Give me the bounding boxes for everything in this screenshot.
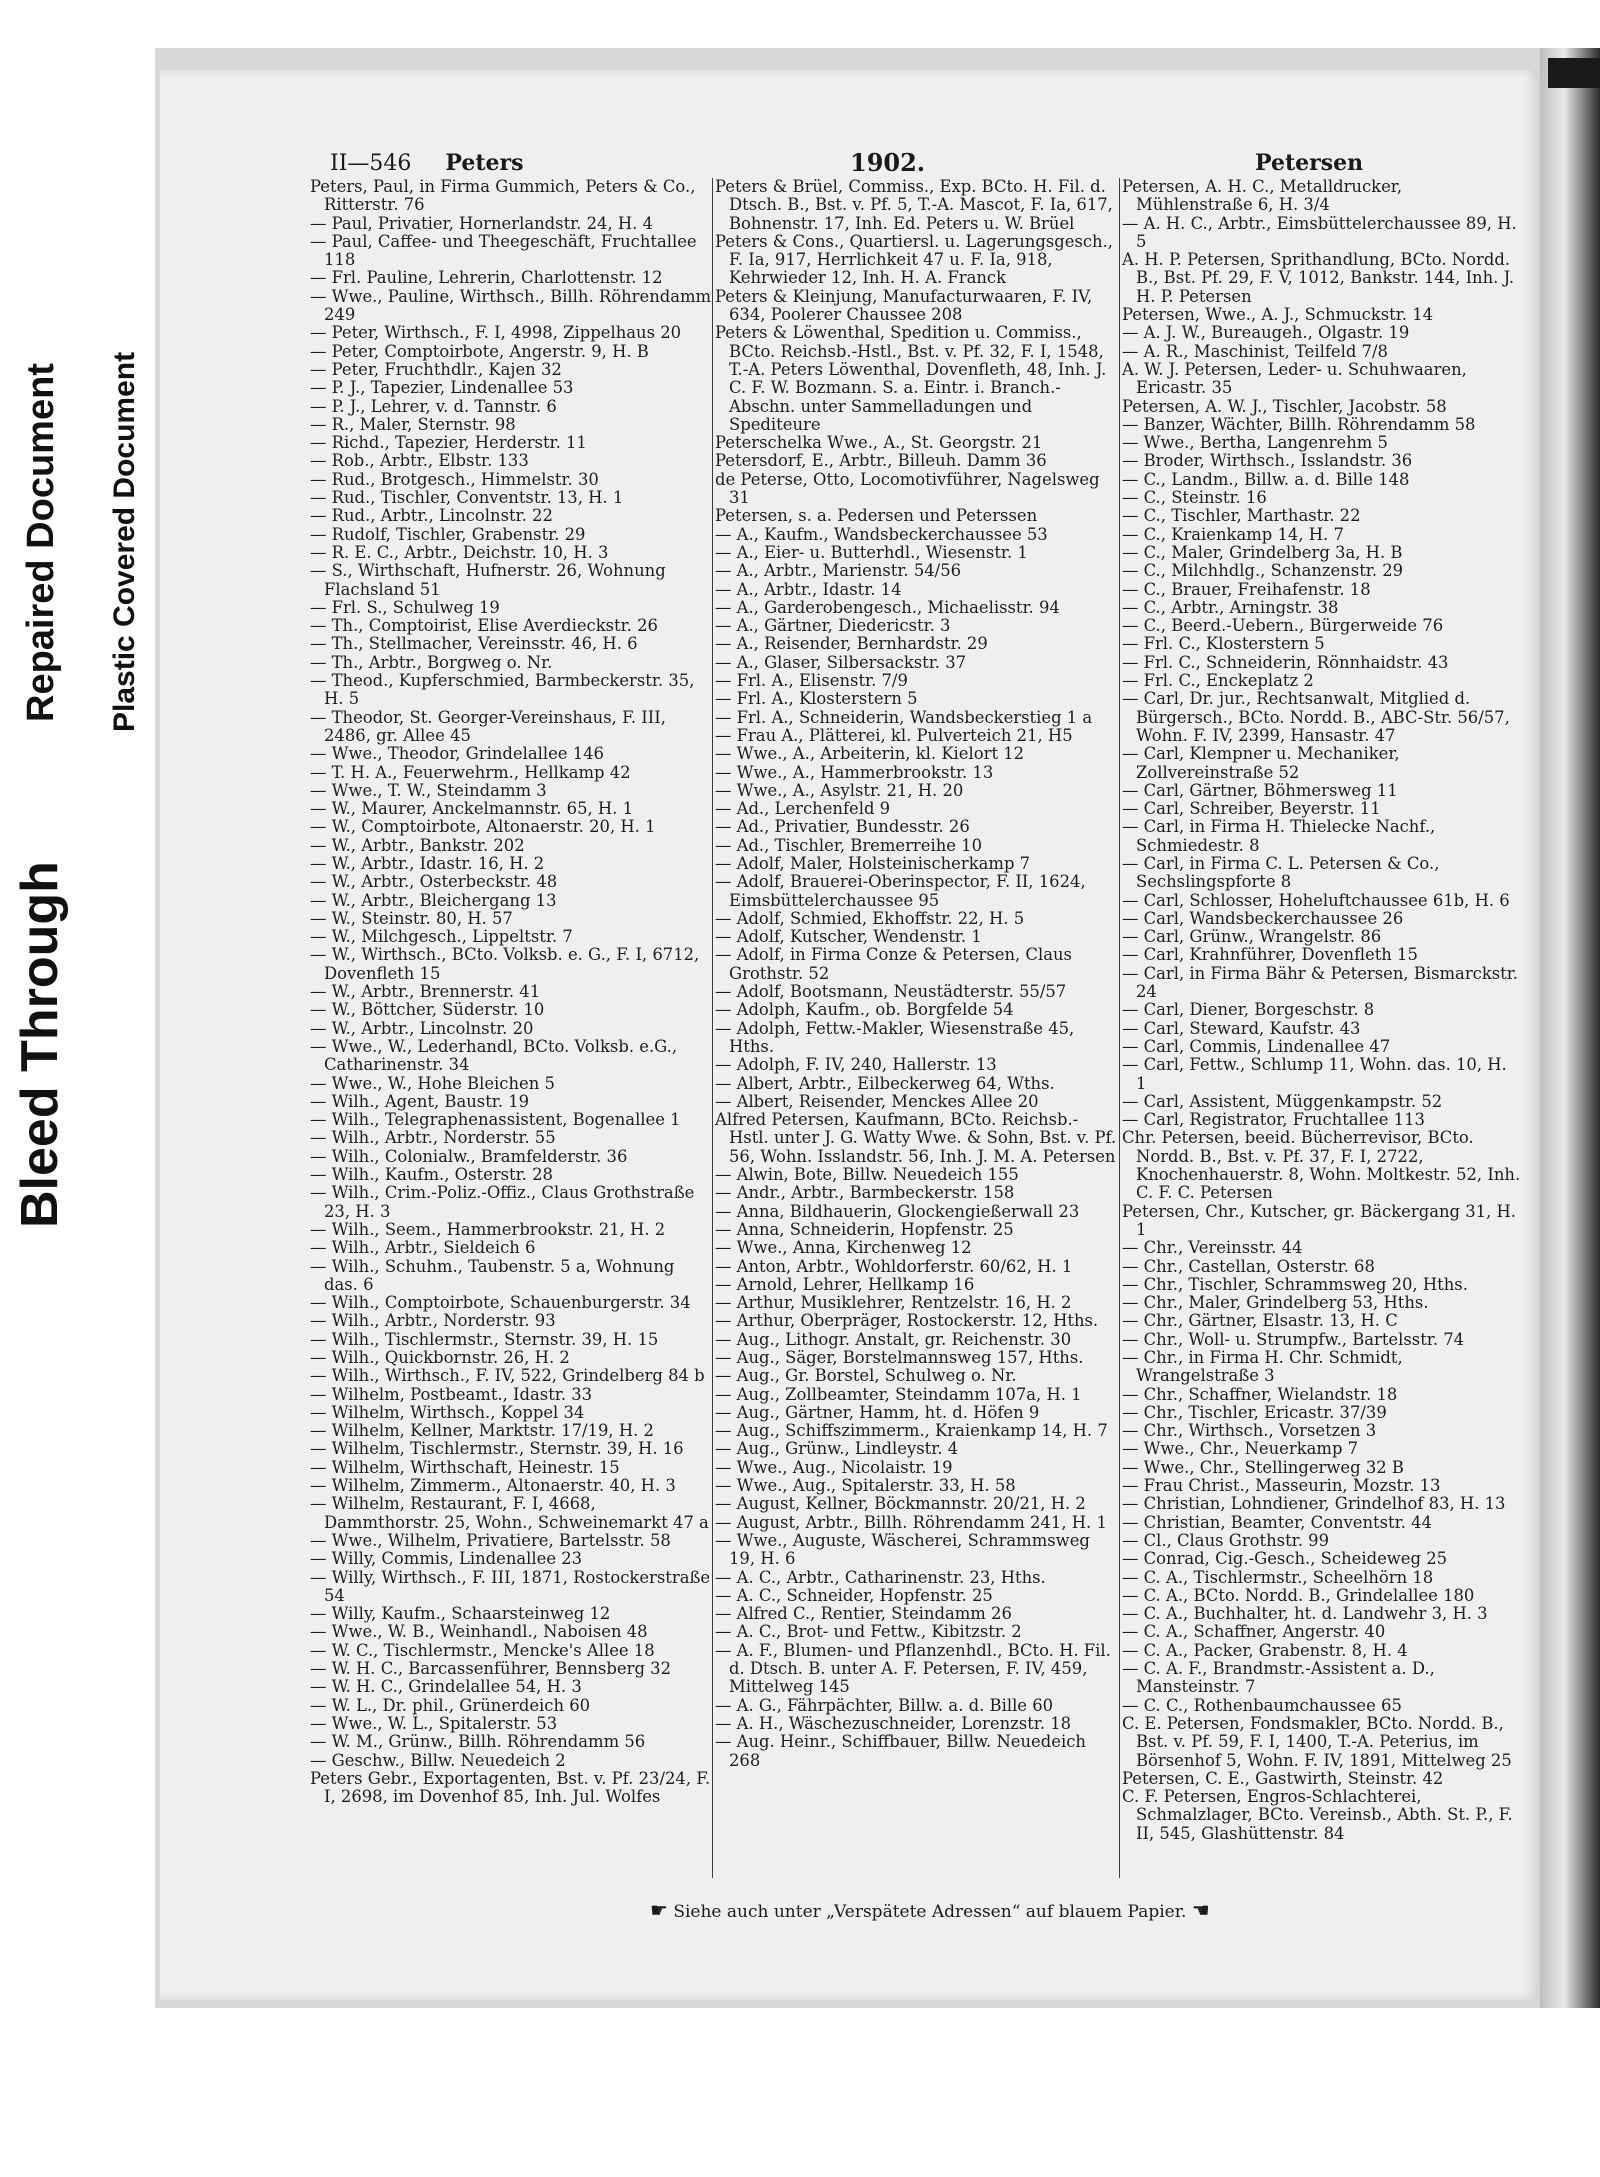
directory-entry: — Carl, in Firma H. Thielecke Nachf., Schmiedestr. 8	[1122, 817, 1436, 855]
pointing-hand-icon: ☚	[1191, 1898, 1210, 1922]
directory-entry: — Wwe., Aug., Spitalerstr. 33, H. 58	[715, 1476, 1016, 1496]
directory-entry: — Frl. A., Schneiderin, Wandsbeckerstieg 1 a	[715, 707, 1093, 727]
directory-entry: Petersen, Wwe., A. J., Schmuckstr. 14	[1122, 305, 1434, 325]
directory-entry: — Wwe., A., Arbeiterin, kl. Kielort 12	[715, 744, 1025, 764]
column-divider	[712, 178, 713, 1878]
directory-entry: — Aug., Säger, Borstelmannsweg 157, Hths.	[715, 1348, 1084, 1367]
label-plastic-covered: Plastic Covered Document	[108, 351, 141, 732]
directory-entry: — W. H. C., Grindelallee 54, H. 3	[310, 1677, 582, 1697]
directory-entry: — A. C., Schneider, Hopfenstr. 25	[715, 1585, 993, 1605]
directory-entry: — Ad., Privatier, Bundesstr. 26	[715, 817, 970, 837]
directory-entry: — W., Maurer, Anckelmannstr. 65, H. 1	[310, 799, 634, 819]
directory-entry: — Richd., Tapezier, Herderstr. 11	[310, 433, 587, 453]
directory-entry: — Carl, Steward, Kaufstr. 43	[1122, 1018, 1361, 1038]
directory-entry: — Chr., Wirthsch., Vorsetzen 3	[1122, 1421, 1377, 1441]
directory-entry: — C., Maler, Grindelberg 3a, H. B	[1122, 542, 1403, 562]
directory-entry: — Wilhelm, Postbeamt., Idastr. 33	[310, 1384, 593, 1404]
directory-entry: — W., Arbtr., Osterbeckstr. 48	[310, 872, 558, 892]
directory-entry: — C., Steinstr. 16	[1122, 488, 1267, 508]
binding-edge	[1540, 48, 1600, 2008]
directory-entry: — C. A. F., Brandmstr.-Assistent a. D., Mansteinstr. 7	[1122, 1659, 1435, 1697]
directory-entry: Peters & Brüel, Commiss., Exp. BCto. H. Fil. d. Dtsch. B., Bst. v. Pf. 5, T.-A. Mascot, F. Ia, 617, Bohnenstr. 17, Inh. Ed. Peters u. W. Brüel	[715, 177, 1113, 233]
directory-entry: — A. C., Arbtr., Catharinenstr. 23, Hths.	[715, 1567, 1046, 1587]
directory-entry: Peterschelka Wwe., A., St. Georgstr. 21	[715, 433, 1043, 453]
directory-entry: — W., Arbtr., Bleichergang 13	[310, 890, 557, 910]
directory-entry: — Adolph, Fettw.-Makler, Wiesenstraße 45, Hths.	[715, 1018, 1075, 1056]
directory-entry: — A., Eier- u. Butterhdl., Wiesenstr. 1	[715, 542, 1028, 562]
directory-entry: — Rud., Tischler, Conventstr. 13, H. 1	[310, 488, 624, 508]
directory-entry: — Willy, Commis, Lindenallee 23	[310, 1549, 583, 1569]
directory-entry: Petersen, A. H. C., Metalldrucker, Mühlenstraße 6, H. 3/4	[1122, 177, 1403, 215]
directory-entry: — W., Wirthsch., BCto. Volksb. e. G., F. I, 6712, Dovenfleth 15	[310, 945, 700, 983]
directory-entry: — Adolf, Bootsmann, Neustädterstr. 55/57	[715, 982, 1067, 1002]
directory-entry: — Chr., in Firma H. Chr. Schmidt, Wrangelstraße 3	[1122, 1348, 1403, 1386]
directory-entry: — W. L., Dr. phil., Grünerdeich 60	[310, 1695, 591, 1715]
directory-entry: — Andr., Arbtr., Barmbeckerstr. 158	[715, 1183, 1015, 1203]
directory-entry: — Carl, Krahnführer, Dovenfleth 15	[1122, 945, 1418, 965]
directory-entry: — Chr., Maler, Grindelberg 53, Hths.	[1122, 1293, 1429, 1313]
directory-entry: — Arthur, Oberpräger, Rostockerstr. 12, Hths.	[715, 1311, 1099, 1331]
directory-entry: — Wwe., Aug., Nicolaistr. 19	[715, 1457, 953, 1477]
directory-entry: — Wilh., Crim.-Poliz.-Offiz., Claus Grothstraße 23, H. 3	[310, 1183, 695, 1221]
directory-entry: — Aug., Gärtner, Hamm, ht. d. Höfen 9	[715, 1402, 1040, 1422]
directory-entry: — Theod., Kupferschmied, Barmbeckerstr. 35, H. 5	[310, 671, 695, 709]
directory-entry: — C. A., Schaffner, Angerstr. 40	[1122, 1622, 1386, 1642]
directory-entry: — Paul, Caffee- und Theegeschäft, Fruchtallee 118	[310, 231, 697, 270]
directory-entry: — Arnold, Lehrer, Hellkamp 16	[715, 1274, 975, 1294]
directory-entry: — Wwe., W. B., Weinhandl., Naboisen 48	[310, 1622, 648, 1642]
directory-entry: — Wwe., W., Hohe Bleichen 5	[310, 1073, 555, 1093]
directory-entry: — Adolf, Brauerei-Oberinspector, F. II, 1624, Eimsbüttelerchaussee 95	[715, 872, 1086, 910]
directory-entry: — Wwe., Bertha, Langenrehm 5	[1122, 433, 1388, 453]
pointing-hand-icon: ☛	[650, 1898, 668, 1922]
directory-entry: — W., Steinstr. 80, H. 57	[310, 908, 513, 928]
footer-note: Siehe auch unter „Verspätete Adressen“ auf blauem Papier.	[673, 1902, 1187, 1922]
directory-entry: C. F. Petersen, Engros-Schlachterei, Schmalzlager, BCto. Vereinsb., Abth. St. P., F. II, 545, Glashüttenstr. 84	[1122, 1787, 1513, 1843]
column-1	[310, 178, 712, 1806]
directory-entry: — P. J., Tapezier, Lindenallee 53	[310, 378, 574, 398]
directory-entry: — Carl, Dr. jur., Rechtsanwalt, Mitglied d. Bürgersch., BCto. Nordd. B., ABC-Str. 56/57, Wohn. F. IV, 2399, Hansastr. 47	[1122, 689, 1510, 745]
scanned-page-frame	[155, 48, 1600, 2008]
directory-entry: — A. F., Blumen- und Pflanzenhdl., BCto. H. Fil. d. Dtsch. B. unter A. F. Petersen, F. IV, 459, Mittelweg 145	[715, 1640, 1111, 1697]
directory-entry: — Frau Christ., Masseurin, Mozstr. 13	[1122, 1476, 1441, 1496]
directory-entry: — Wwe., A., Hammerbrookstr. 13	[715, 762, 994, 782]
directory-entry: — W., Arbtr., Brennerstr. 41	[310, 982, 541, 1002]
directory-entry: — A. J. W., Bureaugeh., Olgastr. 19	[1122, 323, 1410, 343]
directory-entry: — Aug. Heinr., Schiffbauer, Billw. Neuedeich 268	[715, 1732, 1086, 1770]
directory-entry: — A. C., Brot- und Fettw., Kibitzstr. 2	[715, 1622, 1022, 1642]
directory-entry: — Rud., Brotgesch., Himmelstr. 30	[310, 469, 599, 489]
column-divider	[1119, 178, 1120, 1878]
directory-entry: — Wwe., Auguste, Wäscherei, Schrammsweg 19, H. 6	[715, 1530, 1090, 1569]
directory-entry: — Chr., Woll- u. Strumpfw., Bartelsstr. 74	[1122, 1329, 1465, 1349]
annotation-labels	[0, 0, 150, 1400]
directory-entry: — Chr., Castellan, Osterstr. 68	[1122, 1256, 1375, 1276]
directory-entry: — Wilh., Quickbornstr. 26, H. 2	[310, 1348, 570, 1367]
directory-entry: Petersen, C. E., Gastwirth, Steinstr. 42	[1122, 1768, 1444, 1788]
directory-entry: — Willy, Kaufm., Schaarsteinweg 12	[310, 1604, 611, 1624]
directory-entry: — C. A., Buchhalter, ht. d. Landwehr 3, H. 3	[1122, 1604, 1488, 1624]
directory-entry: — Wilhelm, Tischlermstr., Sternstr. 39, H. 16	[310, 1439, 684, 1459]
directory-entry: — Frl. A., Klosterstern 5	[715, 689, 918, 709]
directory-entry: — Alfred C., Rentier, Steindamm 26	[715, 1604, 1012, 1624]
directory-entry: — Geschw., Billw. Neuedeich 2	[310, 1750, 566, 1770]
directory-entry: — A., Kaufm., Wandsbeckerchaussee 53	[715, 524, 1048, 544]
directory-entry: — Wilh., Comptoirbote, Schauenburgerstr. 34	[310, 1293, 691, 1313]
directory-entry: — C., Beerd.-Uebern., Bürgerweide 76	[1122, 616, 1444, 636]
directory-entry: — A., Glaser, Silbersackstr. 37	[715, 652, 967, 672]
directory-entry: — C., Brauer, Freihafenstr. 18	[1122, 579, 1371, 599]
directory-entry: — W., Arbtr., Bankstr. 202	[310, 835, 525, 855]
directory-entry: — Ad., Lerchenfeld 9	[715, 799, 891, 819]
directory-entry: — Wwe., A., Asylstr. 21, H. 20	[715, 780, 964, 800]
directory-entry: — A., Garderobengesch., Michaelisstr. 94	[715, 597, 1060, 617]
directory-entry: — Wilhelm, Wirthsch., Koppel 34	[310, 1402, 585, 1422]
directory-entry: — Wilh., Arbtr., Norderstr. 55	[310, 1128, 556, 1148]
directory-entry: — R. E. C., Arbtr., Deichstr. 10, H. 3	[310, 542, 609, 562]
directory-entry: — Carl, Grünw., Wrangelstr. 86	[1122, 927, 1382, 947]
directory-entry: — Carl, Assistent, Müggenkampstr. 52	[1122, 1091, 1443, 1111]
directory-entry: — Ad., Tischler, Bremerreihe 10	[715, 835, 983, 855]
directory-entry: Peters, Paul, in Firma Gummich, Peters & Co., Ritterstr. 76	[310, 177, 696, 215]
directory-entry: Petersen, A. W. J., Tischler, Jacobstr. 58	[1122, 396, 1447, 416]
directory-entry: — Aug., Grünw., Lindleystr. 4	[715, 1439, 959, 1459]
directory-entry: — Carl, in Firma C. L. Petersen & Co., Sechslingspforte 8	[1122, 853, 1440, 892]
directory-entry: — Wwe., W., Lederhandl, BCto. Volksb. e.G., Catharinenstr. 34	[310, 1036, 678, 1075]
directory-entry: — Peter, Wirthsch., F. I, 4998, Zippelhaus 20	[310, 323, 682, 343]
directory-entry: — A., Gärtner, Diedericstr. 3	[715, 616, 951, 636]
directory-entry: — Christian, Lohndiener, Grindelhof 83, H. 13	[1122, 1494, 1506, 1514]
directory-entry: — Anton, Arbtr., Wohldorferstr. 60/62, H. 1	[715, 1256, 1073, 1276]
directory-entry: — W., Arbtr., Idastr. 16, H. 2	[310, 853, 545, 873]
directory-entry: — Aug., Lithogr. Anstalt, gr. Reichenstr. 30	[715, 1329, 1072, 1349]
directory-entry: — Rud., Arbtr., Lincolnstr. 22	[310, 506, 553, 526]
directory-entry: Alfred Petersen, Kaufmann, BCto. Reichsb.-Hstl. unter J. G. Watty Wwe. & Sohn, Bst. v. Pf. 56, Wohn. Isslandstr. 56, Inh. J. M. A. Petersen	[715, 1110, 1117, 1166]
directory-entry: — Chr., Gärtner, Elsastr. 13, H. C	[1122, 1311, 1398, 1331]
directory-entry: — C., Landm., Billw. a. d. Bille 148	[1122, 469, 1410, 489]
directory-entry: — Frl. C., Klosterstern 5	[1122, 634, 1325, 654]
directory-entry: — Aug., Zollbeamter, Steindamm 107a, H. 1	[715, 1384, 1082, 1404]
directory-entry: — Arthur, Musiklehrer, Rentzelstr. 16, H. 2	[715, 1293, 1072, 1313]
directory-entry: — Peter, Fruchthdlr., Kajen 32	[310, 359, 562, 379]
header-left	[330, 150, 523, 176]
directory-entry: — A. G., Fährpächter, Billw. a. d. Bille 60	[715, 1695, 1054, 1715]
directory-entry: Peters Gebr., Exportagenten, Bst. v. Pf. 23/24, F. I, 2698, im Dovenhof 85, Inh. Jul. Wolfes	[310, 1768, 711, 1807]
directory-entry: — August, Kellner, Böckmannstr. 20/21, H. 2	[715, 1494, 1086, 1514]
directory-entry: — Carl, Commis, Lindenallee 47	[1122, 1036, 1391, 1056]
page-footer	[650, 1898, 1210, 1922]
directory-entry: Peters & Löwenthal, Spedition u. Commiss., BCto. Reichsb.-Hstl., Bst. v. Pf. 32, F. I, 1548, T.-A. Peters Löwenthal, Dovenfleth, 48, Inh. J. C. F. W. Bozmann. S. a. Eintr. i. Branch.-Abschn. unter Sammelladungen und Spediteure	[715, 323, 1107, 434]
directory-entry: — Wwe., Theodor, Grindelallee 146	[310, 744, 604, 764]
directory-entry: — R., Maler, Sternstr. 98	[310, 414, 516, 434]
directory-entry: — C. A., Tischlermstr., Scheelhörn 18	[1122, 1567, 1434, 1587]
header-right-word: Petersen	[1255, 150, 1364, 176]
directory-entry: — Wilh., Arbtr., Norderstr. 93	[310, 1311, 556, 1331]
directory-entry: — Chr., Schaffner, Wielandstr. 18	[1122, 1384, 1398, 1404]
directory-entry: — A., Arbtr., Idastr. 14	[715, 579, 902, 599]
directory-entry: Petersen, s. a. Pedersen und Peterssen	[715, 506, 1038, 526]
directory-entry: — Wilh., Arbtr., Sieldeich 6	[310, 1238, 536, 1258]
directory-entry: — Christian, Beamter, Conventstr. 44	[1122, 1512, 1432, 1532]
directory-entry: — Th., Stellmacher, Vereinsstr. 46, H. 6	[310, 634, 638, 654]
directory-entry: — C., Arbtr., Arningstr. 38	[1122, 597, 1339, 617]
directory-entry: — Wilh., Tischlermstr., Sternstr. 39, H. 15	[310, 1329, 659, 1349]
directory-entry: — C. A., BCto. Nordd. B., Grindelallee 180	[1122, 1585, 1475, 1605]
directory-entry: — Alwin, Bote, Billw. Neuedeich 155	[715, 1165, 1019, 1185]
directory-entry: — Cl., Claus Grothstr. 99	[1122, 1530, 1329, 1550]
directory-entry: — Wilh., Schuhm., Taubenstr. 5 a, Wohnung das. 6	[310, 1256, 675, 1294]
directory-entry: — Adolf, in Firma Conze & Petersen, Claus Grothstr. 52	[715, 945, 1072, 983]
directory-entry: — Frl. S., Schulweg 19	[310, 597, 500, 617]
directory-entry: — A., Arbtr., Marienstr. 54/56	[715, 561, 962, 581]
directory-entry: — Wwe., Anna, Kirchenweg 12	[715, 1238, 972, 1258]
directory-entry: — Carl, Klempner u. Mechaniker, Zollvereinstraße 52	[1122, 744, 1400, 782]
directory-entry: — Adolf, Kutscher, Wendenstr. 1	[715, 927, 982, 947]
directory-entry: Petersen, Chr., Kutscher, gr. Bäckergang 31, H. 1	[1122, 1201, 1517, 1239]
directory-entry: — Albert, Arbtr., Eilbeckerweg 64, Wths.	[715, 1073, 1055, 1093]
directory-entry: — Wilh., Agent, Baustr. 19	[310, 1091, 530, 1111]
directory-entry: — C. C., Rothenbaumchaussee 65	[1122, 1695, 1402, 1715]
directory-entry: — Chr., Tischler, Ericastr. 37/39	[1122, 1402, 1387, 1422]
directory-entry: — W., Milchgesch., Lippeltstr. 7	[310, 927, 573, 947]
directory-entry: — Carl, Schlosser, Hoheluftchaussee 61b, H. 6	[1122, 890, 1510, 910]
column-3	[1122, 178, 1522, 1843]
directory-entry: — Chr., Tischler, Schrammsweg 20, Hths.	[1122, 1274, 1468, 1294]
directory-entry: — Adolf, Maler, Holsteinischerkamp 7	[715, 853, 1031, 873]
page-header	[160, 140, 1540, 180]
directory-entry: — Peter, Comptoirbote, Angerstr. 9, H. B	[310, 341, 649, 361]
directory-entry: — Wwe., W. L., Spitalerstr. 53	[310, 1713, 558, 1733]
directory-entry: — C., Kraienkamp 14, H. 7	[1122, 524, 1344, 544]
header-year: 1902.	[850, 148, 926, 177]
directory-entry: — Theodor, St. Georger-Vereinshaus, F. III, 2486, gr. Allee 45	[310, 707, 666, 745]
directory-entry: Chr. Petersen, beeid. Bücherrevisor, BCto. Nordd. B., Bst. v. Pf. 37, F. I, 2722, Knochenhauerstr. 8, Wohn. Moltkestr. 52, Inh. C. F. C. Petersen	[1122, 1128, 1521, 1203]
directory-entry: — Carl, Fettw., Schlump 11, Wohn. das. 10, H. 1	[1122, 1055, 1507, 1093]
directory-entry: — Adolf, Schmied, Ekhoffstr. 22, H. 5	[715, 908, 1025, 928]
directory-entry: A. W. J. Petersen, Leder- u. Schuhwaaren, Ericastr. 35	[1122, 359, 1467, 398]
directory-entry: — A., Reisender, Bernhardstr. 29	[715, 634, 988, 654]
directory-page	[160, 70, 1540, 2000]
column-2	[715, 178, 1117, 1770]
directory-entry: — Carl, Wandsbeckerchaussee 26	[1122, 908, 1404, 928]
directory-entry: — Conrad, Cig.-Gesch., Scheideweg 25	[1122, 1549, 1448, 1569]
directory-entry: — Rudolf, Tischler, Grabenstr. 29	[310, 524, 586, 544]
directory-entry: — Albert, Reisender, Menckes Allee 20	[715, 1091, 1039, 1111]
header-left-word: Peters	[445, 150, 524, 176]
directory-entry: Petersdorf, E., Arbtr., Billeuh. Damm 36	[715, 451, 1047, 471]
directory-entry: — A. R., Maschinist, Teilfeld 7/8	[1122, 341, 1388, 361]
directory-entry: — Carl, Schreiber, Beyerstr. 11	[1122, 799, 1381, 819]
directory-entry: — Th., Arbtr., Borgweg o. Nr.	[310, 652, 553, 672]
directory-entry: — Wilh., Seem., Hammerbrookstr. 21, H. 2	[310, 1219, 666, 1239]
label-bleed-through: Bleed Through	[11, 861, 69, 1228]
page-number: II—546	[330, 151, 412, 176]
directory-entry: — Broder, Wirthsch., Isslandstr. 36	[1122, 451, 1413, 471]
directory-entry: — Frl. A., Elisenstr. 7/9	[715, 671, 908, 691]
directory-entry: — Adolph, F. IV, 240, Hallerstr. 13	[715, 1055, 997, 1075]
directory-entry: — Wilh., Colonialw., Bramfelderstr. 36	[310, 1146, 628, 1166]
directory-entry: C. E. Petersen, Fondsmakler, BCto. Nordd. B., Bst. v. Pf. 59, F. I, 1400, T.-A. Peterius, im Börsenhof 5, Wohn. F. IV, 1891, Mittelweg 25	[1122, 1713, 1512, 1770]
directory-entry: de Peterse, Otto, Locomotivführer, Nagelsweg 31	[715, 469, 1100, 508]
directory-entry: — Frau A., Plätterei, kl. Pulverteich 21, H5	[715, 725, 1073, 745]
directory-entry: — Wilhelm, Restaurant, F. I, 4668, Dammthorstr. 25, Wohn., Schweinemarkt 47 a	[310, 1494, 709, 1532]
directory-entry: — Banzer, Wächter, Billh. Röhrendamm 58	[1122, 414, 1476, 434]
directory-entry: — Frl. C., Enckeplatz 2	[1122, 671, 1314, 691]
directory-entry: — Chr., Vereinsstr. 44	[1122, 1238, 1303, 1258]
directory-entry: — Carl, Registrator, Fruchtallee 113	[1122, 1110, 1425, 1130]
directory-entry: — A. H., Wäschezuschneider, Lorenzstr. 18	[715, 1713, 1072, 1733]
directory-entry: — W. H. C., Barcassenführer, Bennsberg 32	[310, 1659, 672, 1679]
directory-entry: — P. J., Lehrer, v. d. Tannstr. 6	[310, 396, 557, 416]
directory-entry: — Carl, in Firma Bähr & Petersen, Bismarckstr. 24	[1122, 963, 1519, 1002]
directory-entry: — S., Wirthschaft, Hufnerstr. 26, Wohnung Flachsland 51	[310, 561, 666, 599]
directory-entry: — Wwe., Wilhelm, Privatiere, Bartelsstr. 58	[310, 1530, 671, 1550]
directory-entry: — Wilh., Telegraphenassistent, Bogenallee 1	[310, 1110, 681, 1130]
directory-entry: — Wwe., T. W., Steindamm 3	[310, 780, 547, 800]
directory-entry: — Carl, Diener, Borgeschstr. 8	[1122, 1000, 1375, 1020]
directory-entry: — Wwe., Pauline, Wirthsch., Billh. Röhrendamm 249	[310, 286, 712, 325]
directory-entry: — Aug., Schiffszimmerm., Kraienkamp 14, H. 7	[715, 1421, 1108, 1441]
directory-entry: — Wilhelm, Kellner, Marktstr. 17/19, H. 2	[310, 1421, 654, 1441]
directory-entry: — Frl. Pauline, Lehrerin, Charlottenstr. 12	[310, 268, 663, 288]
directory-entry: — C. A., Packer, Grabenstr. 8, H. 4	[1122, 1640, 1408, 1660]
directory-entry: — Wwe., Chr., Neuerkamp 7	[1122, 1439, 1359, 1459]
directory-entry: — Wilhelm, Zimmerm., Altonaerstr. 40, H. 3	[310, 1476, 676, 1496]
label-repaired-document: Repaired Document	[20, 363, 62, 722]
directory-entry: — Wwe., Chr., Stellingerweg 32 B	[1122, 1457, 1404, 1477]
directory-entry: — Willy, Wirthsch., F. III, 1871, Rostockerstraße 54	[310, 1567, 711, 1605]
directory-entry: — Paul, Privatier, Hornerlandstr. 24, H. 4	[310, 213, 654, 233]
directory-entry: — W., Arbtr., Lincolnstr. 20	[310, 1018, 534, 1038]
directory-entry: — Anna, Schneiderin, Hopfenstr. 25	[715, 1219, 1014, 1239]
directory-entry: — Rob., Arbtr., Elbstr. 133	[310, 451, 529, 471]
directory-entry: — W., Böttcher, Süderstr. 10	[310, 1000, 545, 1020]
directory-entry: Peters & Kleinjung, Manufacturwaaren, F. IV, 634, Poolerer Chaussee 208	[715, 286, 1093, 325]
directory-entry: — C., Milchhdlg., Schanzenstr. 29	[1122, 561, 1404, 581]
directory-entry: — Wilh., Wirthsch., F. IV, 522, Grindelberg 84 b	[310, 1366, 705, 1386]
directory-entry: — A. H. C., Arbtr., Eimsbüttelerchaussee 89, H. 5	[1122, 213, 1517, 251]
directory-entry: A. H. P. Petersen, Sprithandlung, BCto. Nordd. B., Bst. Pf. 29, F. V, 1012, Bankstr. 144, Inh. J. H. P. Petersen	[1122, 250, 1515, 306]
directory-entry: — Anna, Bildhauerin, Glockengießerwall 23	[715, 1201, 1080, 1221]
directory-entry: — C., Tischler, Marthastr. 22	[1122, 506, 1361, 526]
directory-entry: — Carl, Gärtner, Böhmersweg 11	[1122, 780, 1398, 800]
directory-entry: — Wilhelm, Wirthschaft, Heinestr. 15	[310, 1457, 620, 1477]
directory-entry: — W. M., Grünw., Billh. Röhrendamm 56	[310, 1732, 646, 1752]
directory-entry: — T. H. A., Feuerwehrm., Hellkamp 42	[310, 762, 631, 782]
directory-entry: — August, Arbtr., Billh. Röhrendamm 241, H. 1	[715, 1512, 1107, 1532]
directory-entry: — Frl. C., Schneiderin, Rönnhaidstr. 43	[1122, 652, 1449, 672]
directory-entry: — W. C., Tischlermstr., Mencke's Allee 18	[310, 1640, 655, 1660]
directory-entry: — Aug., Gr. Borstel, Schulweg o. Nr.	[715, 1366, 1017, 1386]
directory-entry: — Th., Comptoirist, Elise Averdieckstr. 26	[310, 616, 658, 636]
directory-entry: — Wilh., Kaufm., Osterstr. 28	[310, 1165, 553, 1185]
directory-entry: — Adolph, Kaufm., ob. Borgfelde 54	[715, 1000, 1014, 1020]
directory-entry: — W., Comptoirbote, Altonaerstr. 20, H. 1	[310, 817, 656, 837]
directory-entry: Peters & Cons., Quartiersl. u. Lagerungsgesch., F. Ia, 917, Herrlichkeit 47 u. F. Ia, 918, Kehrwieder 12, Inh. H. A. Franck	[715, 231, 1114, 288]
